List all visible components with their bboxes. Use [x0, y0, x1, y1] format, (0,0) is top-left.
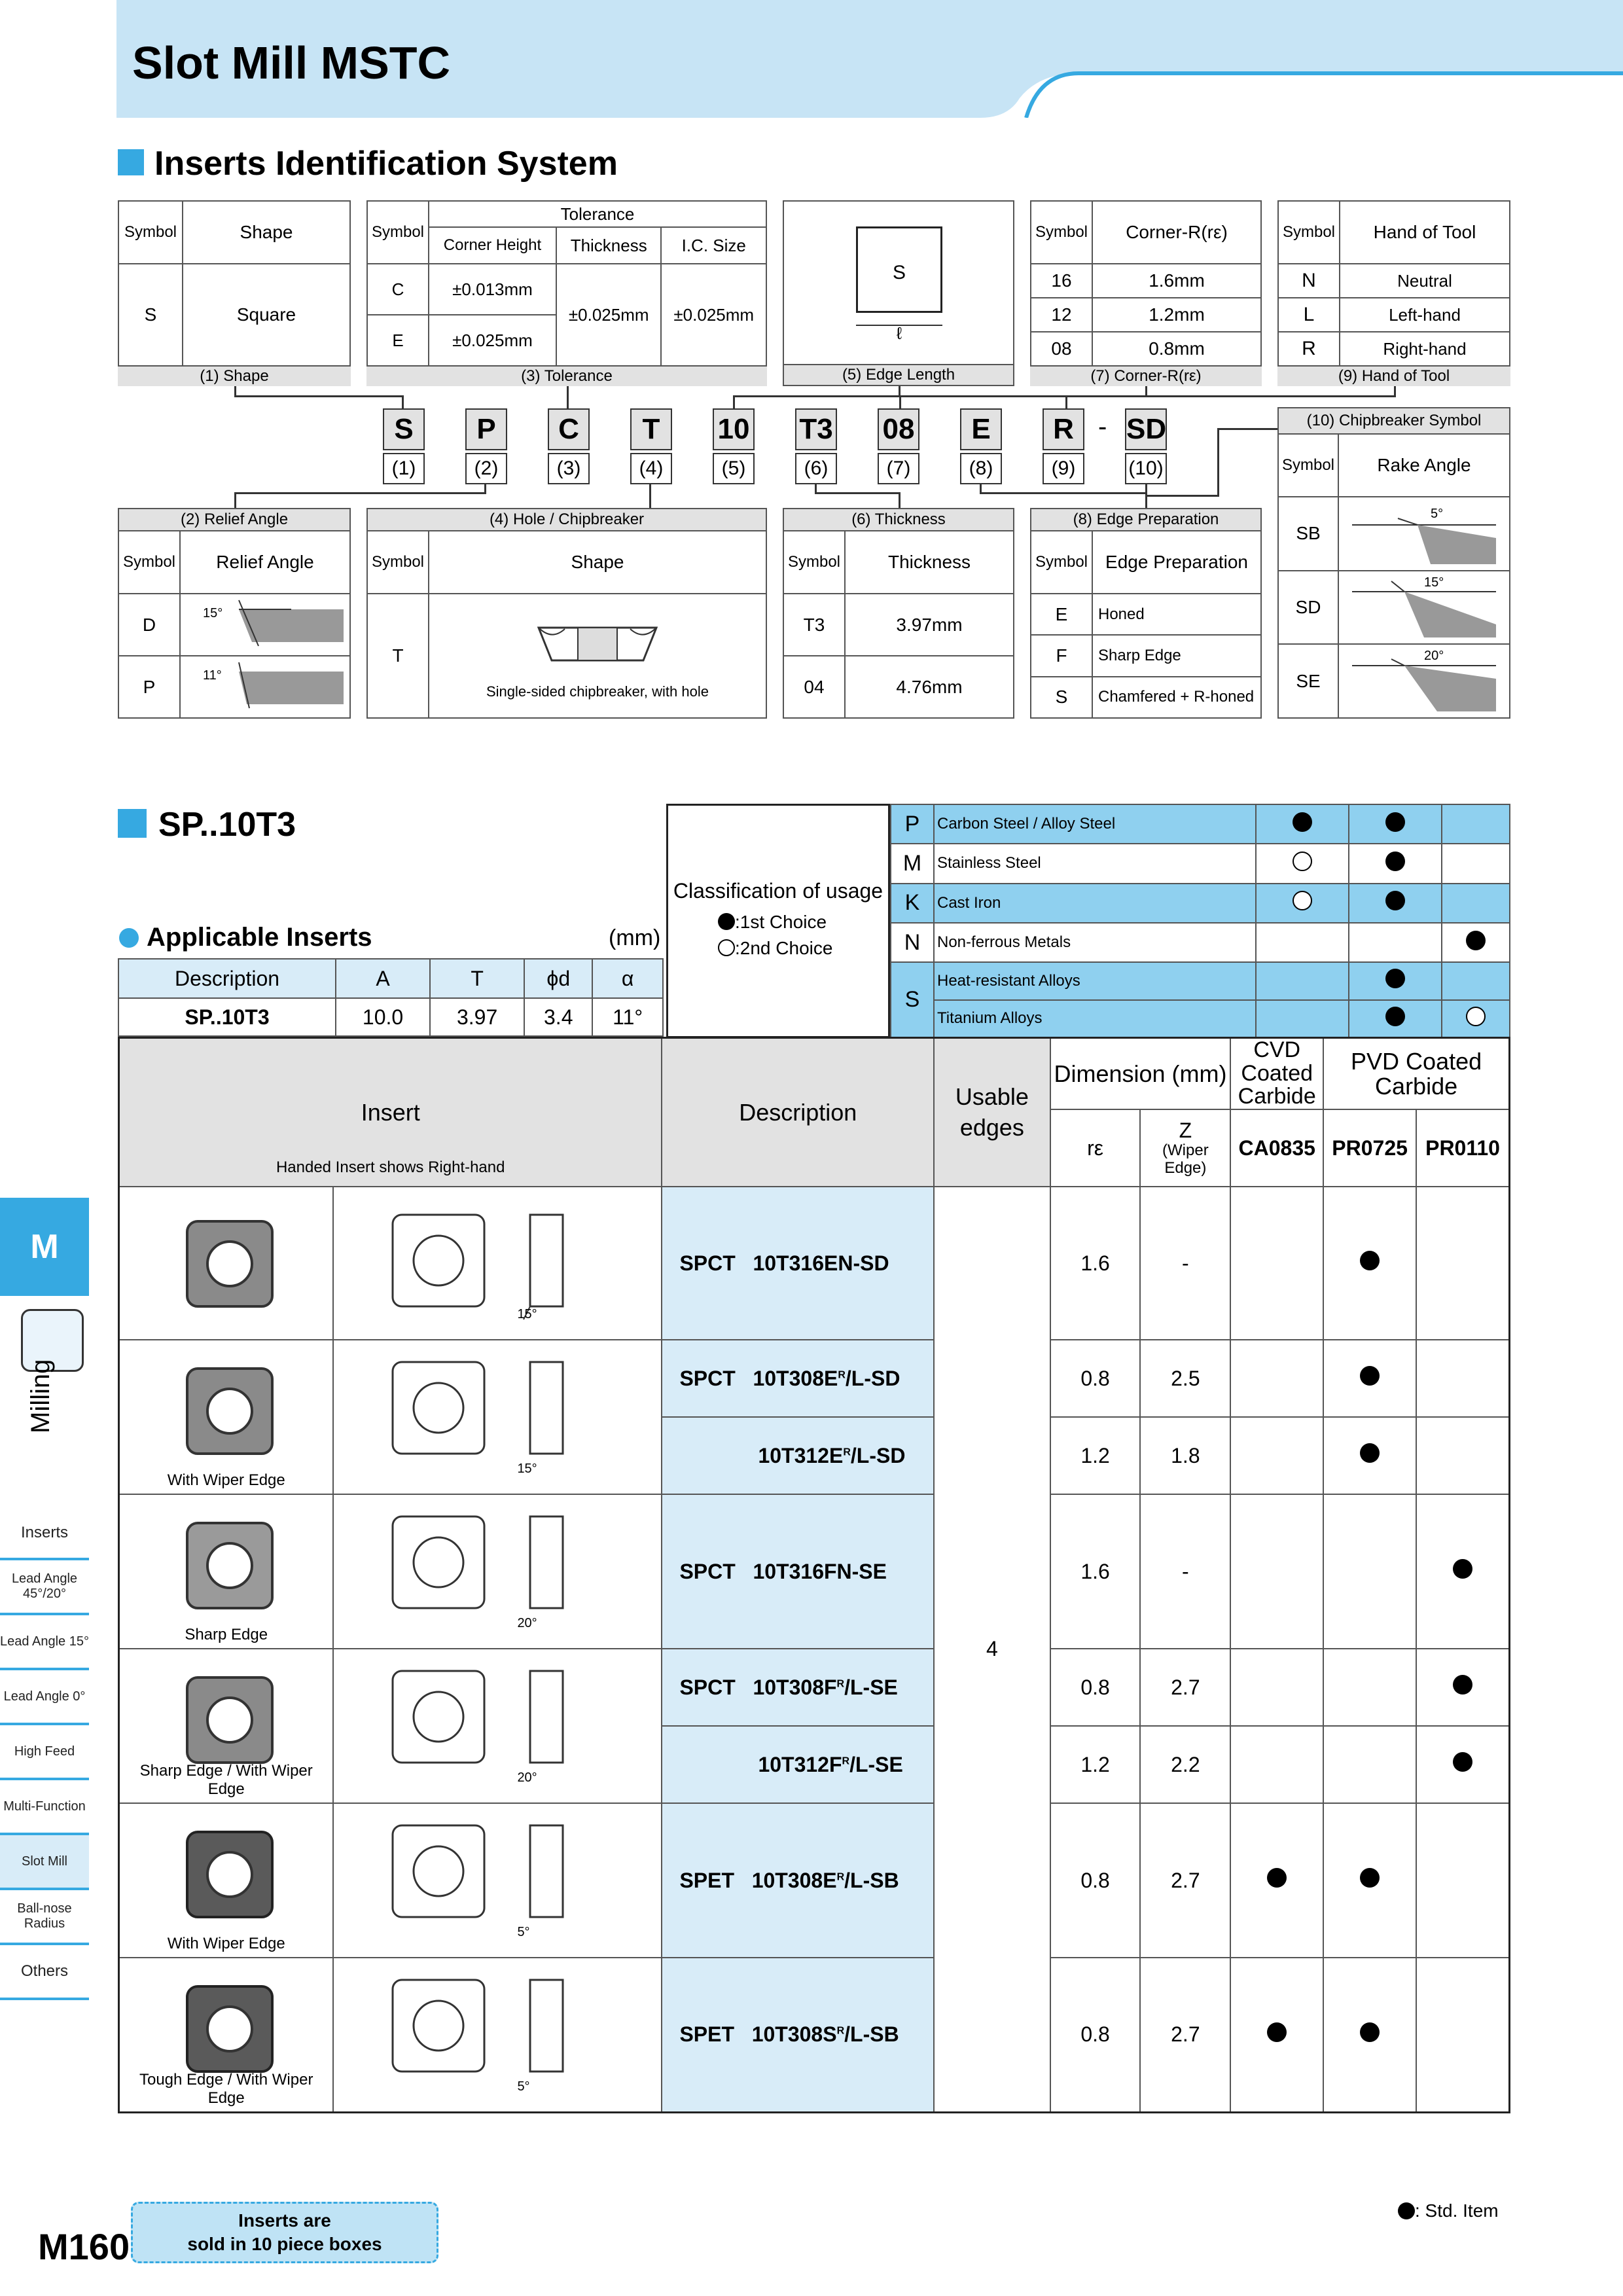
num-box-10: (10): [1125, 453, 1167, 484]
sidebar-item-multi-function[interactable]: Multi-Function: [0, 1780, 89, 1835]
classification-table: P Carbon Steel / Alloy Steel M Stainless Steel K Cast Iron N Non-ferrous Metals S Heat-resistant Alloys Titanium Alloys: [890, 804, 1510, 1038]
page-title: Slot Mill MSTC: [132, 37, 451, 88]
code-box-10: SD: [1125, 408, 1167, 450]
code-box-1: S: [383, 408, 425, 450]
edge-length-box: S ℓ (5) Edge Length: [783, 200, 1014, 386]
page-number: M160: [38, 2226, 130, 2267]
section-title: Inserts Identification System: [154, 145, 618, 183]
sidebar-item-inserts[interactable]: Inserts: [0, 1508, 89, 1560]
hand-label: (9) Hand of Tool: [1277, 365, 1510, 386]
applicable-title: Applicable Inserts: [147, 923, 372, 952]
insert-photo-4: Sharp Edge / With Wiper Edge: [119, 1649, 334, 1803]
sidebar-item-others[interactable]: Others: [0, 1945, 89, 2000]
tolerance-box: Symbol Tolerance Corner Height Thickness I.C. Size C ±0.013mm ±0.025mm ±0.025mm E ±0.025mm (3) Tolerance: [366, 200, 767, 386]
insert-photo-3: Sharp Edge: [119, 1494, 334, 1649]
insert-photo-5: With Wiper Edge: [119, 1803, 334, 1958]
applicable-bullet: [119, 928, 139, 948]
shape-box: Symbol Shape S Square (1) Shape: [118, 200, 351, 386]
hand-box: Symbol Hand of Tool N Neutral L Left-hand R Right-hand (9) Hand of Tool: [1277, 200, 1510, 386]
sidebar-tab-m[interactable]: M: [0, 1198, 89, 1296]
num-box-5: (5): [713, 453, 755, 484]
unit-label: (mm): [609, 925, 661, 950]
sidebar-item-high-feed[interactable]: High Feed: [0, 1725, 89, 1780]
sidebar-item-lead15[interactable]: Lead Angle 15°: [0, 1615, 89, 1670]
insert-photo-2: With Wiper Edge: [119, 1340, 334, 1494]
thickness-box: (6) Thickness Symbol Thickness T3 3.97mm 04 4.76mm: [783, 508, 1014, 719]
insert-drawing-5: 5°: [333, 1803, 662, 1958]
sidebar-item-lead0[interactable]: Lead Angle 0°: [0, 1670, 89, 1725]
code-box-7: 08: [878, 408, 919, 450]
code-box-6: T3: [795, 408, 837, 450]
code-box-5: 10: [713, 408, 755, 450]
corner-r-label: (7) Corner-R(rε): [1030, 365, 1262, 386]
code-box-8: E: [960, 408, 1002, 450]
insert-drawing-2: 15°: [333, 1340, 662, 1494]
code-box-2: P: [465, 408, 507, 450]
hole-box: (4) Hole / Chipbreaker Symbol Shape T Single-sided chipbreaker, with hole: [366, 508, 767, 719]
code-box-9: R: [1043, 408, 1084, 450]
edge-prep-box: (8) Edge Preparation Symbol Edge Preparation E Honed F Sharp Edge S Chamfered + R-honed: [1030, 508, 1262, 719]
classification-legend: Classification of usage :1st Choice :2nd Choice: [666, 804, 890, 1038]
sidebar-section-label: Milling: [26, 1359, 55, 1433]
insert-photo-1: [119, 1187, 334, 1340]
tolerance-label: (3) Tolerance: [366, 365, 767, 386]
code-box-3: C: [548, 408, 590, 450]
section2-title: SP..10T3: [158, 806, 296, 844]
chipbreaker-hole-drawing: [434, 615, 761, 693]
code-dash: -: [1098, 412, 1107, 441]
num-box-6: (6): [795, 453, 837, 484]
insert-drawing-3: 20°: [333, 1494, 662, 1649]
sidebar-item-ball-nose[interactable]: Ball-nose Radius: [0, 1890, 89, 1945]
insert-photo-6: Tough Edge / With Wiper Edge: [119, 1958, 334, 2112]
chipbreaker-box: (10) Chipbreaker Symbol Symbol Rake Angle SB 5° SD 15° SE 20°: [1277, 407, 1510, 719]
code-box-4: T: [630, 408, 672, 450]
relief-box: (2) Relief Angle Symbol Relief Angle D 15° P 11°: [118, 508, 351, 719]
num-box-3: (3): [548, 453, 590, 484]
dims-table: Description A T ϕd α SP..10T3 10.0 3.97 3.4 11°: [118, 958, 664, 1037]
num-box-9: (9): [1043, 453, 1084, 484]
insert-drawing-4: 20°: [333, 1649, 662, 1803]
section2-marker: [118, 809, 147, 838]
corner-r-box: Symbol Corner-R(rε) 16 1.6mm 12 1.2mm 08 0.8mm (7) Corner-R(rε): [1030, 200, 1262, 386]
num-box-2: (2): [465, 453, 507, 484]
footer-note: Inserts are sold in 10 piece boxes: [131, 2202, 438, 2263]
insert-drawing-6: 5°: [333, 1958, 662, 2112]
num-box-8: (8): [960, 453, 1002, 484]
num-box-7: (7): [878, 453, 919, 484]
num-box-4: (4): [630, 453, 672, 484]
edge-length-label: (5) Edge Length: [784, 364, 1013, 385]
sidebar-item-slot-mill[interactable]: Slot Mill: [0, 1835, 89, 1890]
std-item-legend: : Std. Item: [1398, 2200, 1499, 2221]
inserts-table: Insert Handed Insert shows Right-hand Description Usable edges Dimension (mm) CVD Coated Carbide PVD Coated Carbide rε Z (Wiper Edge) CA0835 PR0725 PR0110 15° SPCT 10T316EN-SD 4 1.6 - With Wiper Edge 15° SPCT $10T308E^R/L-SD$ 0.8 2.5 $10T312E^R/L-SD$ 1.2 1.8 Sharp Edge 20° SPCT 10T316FN-SE 1.6 - Sharp Edge / With Wiper Edge 20° SPCT $10T308F^R/L-SE$ 0.8 2.7 $10T312F^R/L-SE$ 1.2 2.2 With Wiper Edge 5° SPET $10T308E^R/L-SB$ 0.8 2.7 Tough Edge / With Wiper Edge 5° SPET $10T308S^R/L-SB$ 0.8 2.7: [118, 1037, 1510, 2113]
shape-label: (1) Shape: [118, 365, 351, 386]
num-box-1: (1): [383, 453, 425, 484]
insert-drawing-1: 15°: [333, 1187, 662, 1340]
section-marker: [118, 149, 144, 175]
sidebar-item-lead45[interactable]: Lead Angle 45°/20°: [0, 1560, 89, 1615]
